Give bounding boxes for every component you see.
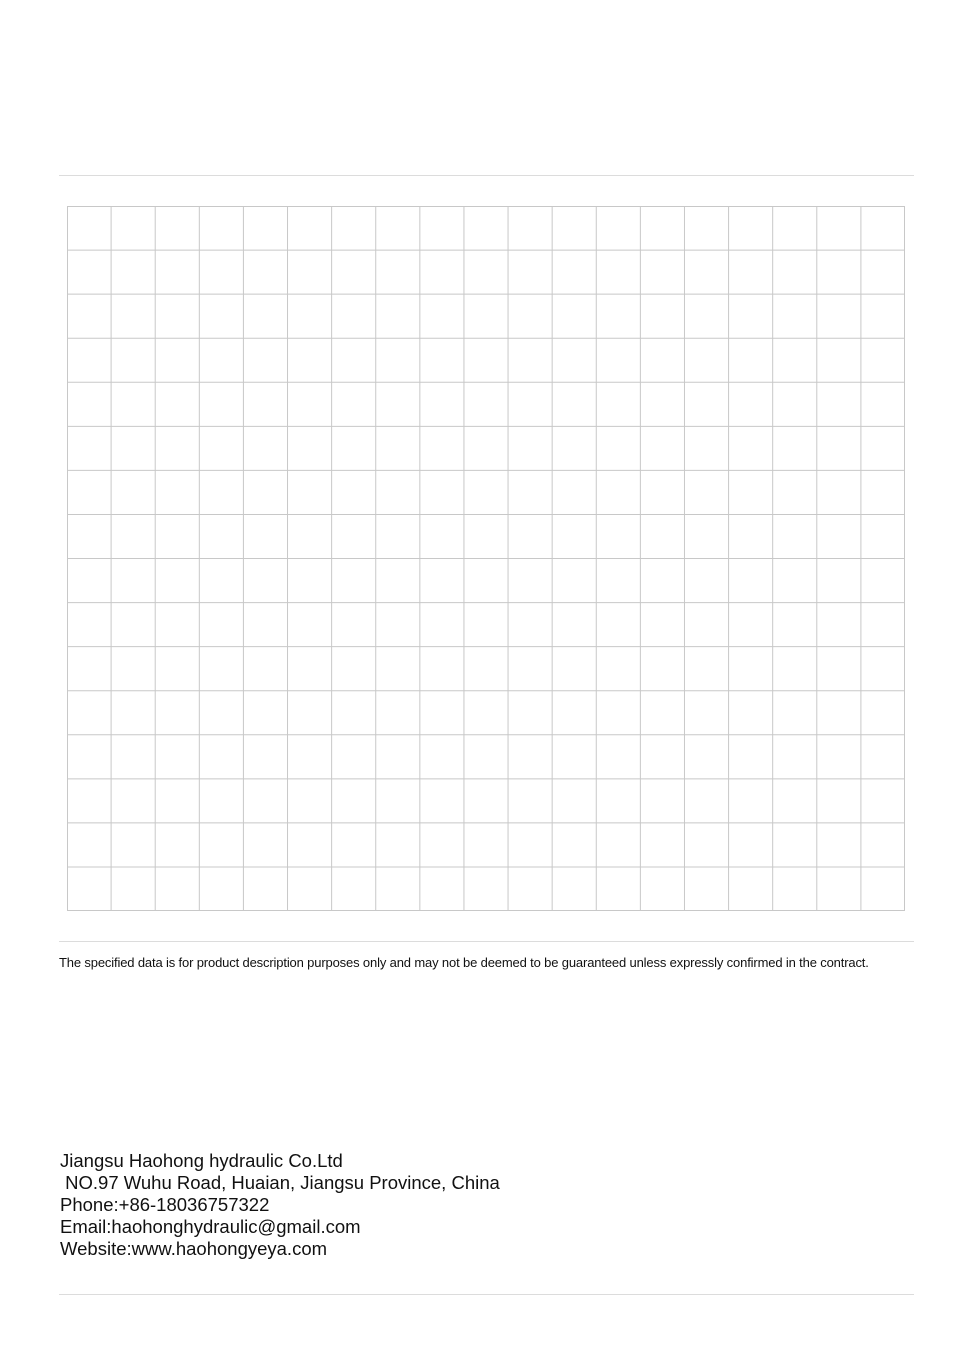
company-phone: Phone:+86-18036757322 [60,1194,270,1215]
middle-divider [59,941,914,942]
notes-grid [67,206,905,911]
top-divider [59,175,914,176]
bottom-divider [59,1294,914,1295]
contact-block [60,1150,760,1260]
company-name: Jiangsu Haohong hydraulic Co.Ltd [60,1150,343,1171]
company-website: Website:www.haohongyeya.com [60,1238,328,1259]
company-address: NO.97 Wuhu Road, Huaian, Jiangsu Province, China [60,1172,500,1193]
company-email: Email:haohonghydraulic@gmail.com [60,1216,361,1237]
disclaimer-text: The specified data is for product description purposes only and may not be deemed to be guaranteed unless expressly confirmed in the contract. [59,955,869,970]
